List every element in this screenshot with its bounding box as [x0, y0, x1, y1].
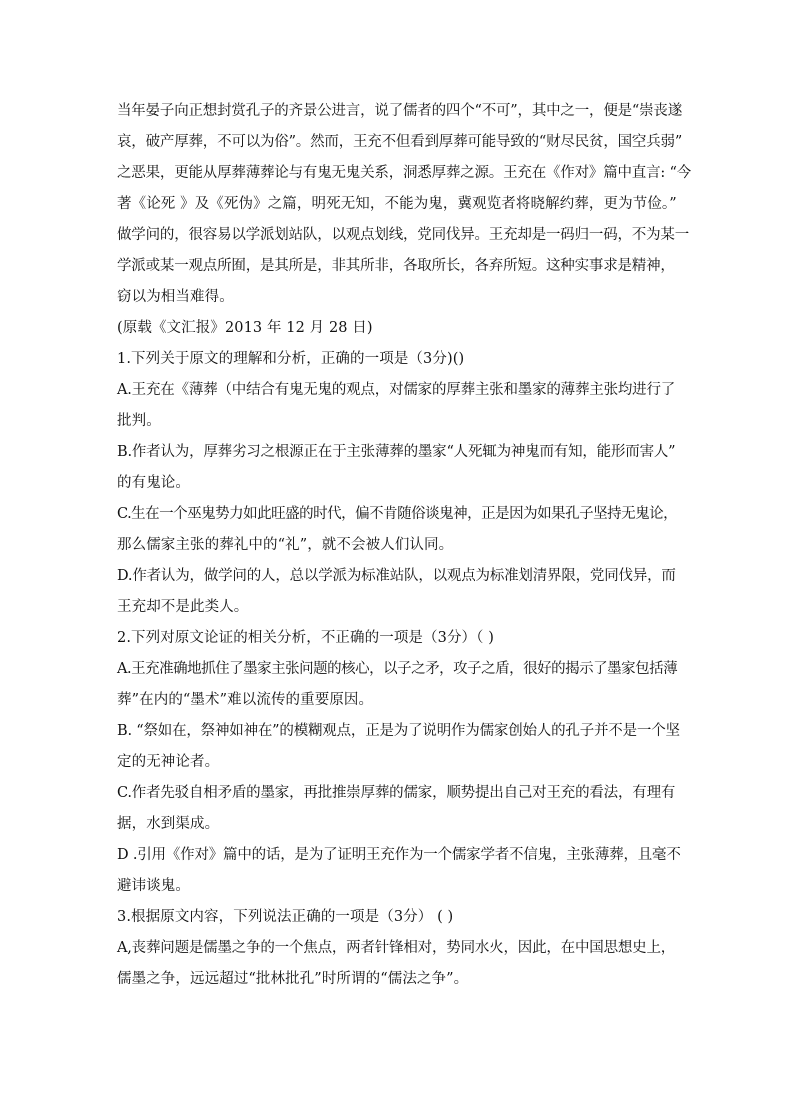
option-text: 避讳谈鬼。 — [117, 878, 190, 894]
question-1 — [117, 344, 677, 623]
option-text: D .引用《作对》篇中的话，是为了证明王充作为一个儒家学者不信鬼，主张薄葬，且毫不 — [117, 847, 681, 863]
option-a — [117, 933, 677, 995]
option-text: 葬”在内的“墨术”难以流传的重要原因。 — [117, 692, 374, 708]
question-2 — [117, 623, 681, 902]
option-d — [117, 840, 681, 902]
passage-continuation — [117, 96, 692, 344]
passage-line: 著《论死 》及《死伪》之篇，明死无知，不能为鬼，冀观览者将晓解约葬，更为节俭。” — [117, 196, 677, 212]
option-text: 的有鬼论。 — [117, 475, 190, 491]
option-text: B. “祭如在，祭神如神在”的模糊观点，正是为了说明作为儒家创始人的孔子并不是一个坚 — [117, 723, 680, 739]
option-text: C.作者先驳自相矛盾的墨家，再批推崇厚葬的儒家，顺势提出自己对王充的看法，有理有 — [117, 785, 676, 801]
question-stem: 1.下列关于原文的理解和分析，正确的一项是（3分)() — [117, 351, 465, 367]
question-stem: 2.下列对原文论证的相关分析，不正确的一项是（3分）（ ) — [117, 630, 494, 646]
question-stem: 3.根据原文内容，下列说法正确的一项是（3分） ( ) — [117, 909, 454, 925]
option-text: A.王充在《薄葬（中结合有鬼无鬼的观点，对儒家的厚葬主张和墨家的薄葬主张均进行了 — [117, 382, 676, 398]
option-text: 那么儒家主张的葬礼中的“礼”，就不会被人们认同。 — [117, 537, 454, 553]
passage-line: 之恶果，更能从厚葬薄葬论与有鬼无鬼关系，洞悉厚葬之源。王充在《作对》篇中直言: “今 — [117, 165, 692, 181]
question-3 — [117, 902, 677, 995]
option-text: 王充却不是此类人。 — [117, 599, 249, 615]
option-c — [117, 499, 677, 561]
option-text: 据，水到渠成。 — [117, 816, 220, 832]
passage-line: 做学问的，很容易以学派划站队，以观点划线，党同伐异。王充却是一码归一码，不为某一 — [117, 227, 689, 243]
option-text: A,丧葬问题是儒墨之争的一个焦点，两者针锋相对，势同水火，因此，在中国思想史上， — [117, 940, 676, 956]
option-text: C.生在一个巫鬼势力如此旺盛的时代，偏不肯随俗谈鬼神，正是因为如果孔子坚持无鬼论， — [117, 506, 678, 522]
source-citation: (原载《文汇报》2013 年 12 月 28 日) — [117, 320, 373, 336]
option-text: B.作者认为，厚葬劣习之根源正在于主张薄葬的墨家“人死辄为神鬼而有知，能形而害人” — [117, 444, 676, 460]
option-c — [117, 778, 677, 840]
passage-line: 窃以为相当难得。 — [117, 289, 234, 305]
option-text: 批判。 — [117, 413, 161, 429]
option-text: D.作者认为，做学问的人，总以学派为标准站队，以观点为标准划清界限，党同伐异，而 — [117, 568, 676, 584]
passage-line: 当年晏子向正想封赏孔子的齐景公进言，说了儒者的四个“不可”，其中之一，便是“崇丧遂 — [117, 103, 683, 119]
option-d — [117, 561, 677, 623]
passage-line: 学派或某一观点所囿，是其所是，非其所非，各取所长，各弃所短。这种实事求是精神， — [117, 258, 675, 274]
passage-line: 哀，破产厚葬，不可以为俗”。然而，王充不但看到厚葬可能导致的“财尽民贫，国空兵弱” — [117, 134, 683, 150]
option-a — [117, 375, 677, 437]
document-page — [117, 96, 692, 995]
option-text: A.王充准确地抓住了墨家主张问题的核心，以子之矛，攻子之盾，很好的揭示了墨家包括薄 — [117, 661, 678, 677]
option-b — [117, 716, 680, 778]
option-b — [117, 437, 677, 499]
option-text: 儒墨之争，远远超过“批林批孔”时所谓的“儒法之争”。 — [117, 971, 469, 987]
option-a — [117, 654, 677, 716]
option-text: 定的无神论者。 — [117, 754, 220, 770]
